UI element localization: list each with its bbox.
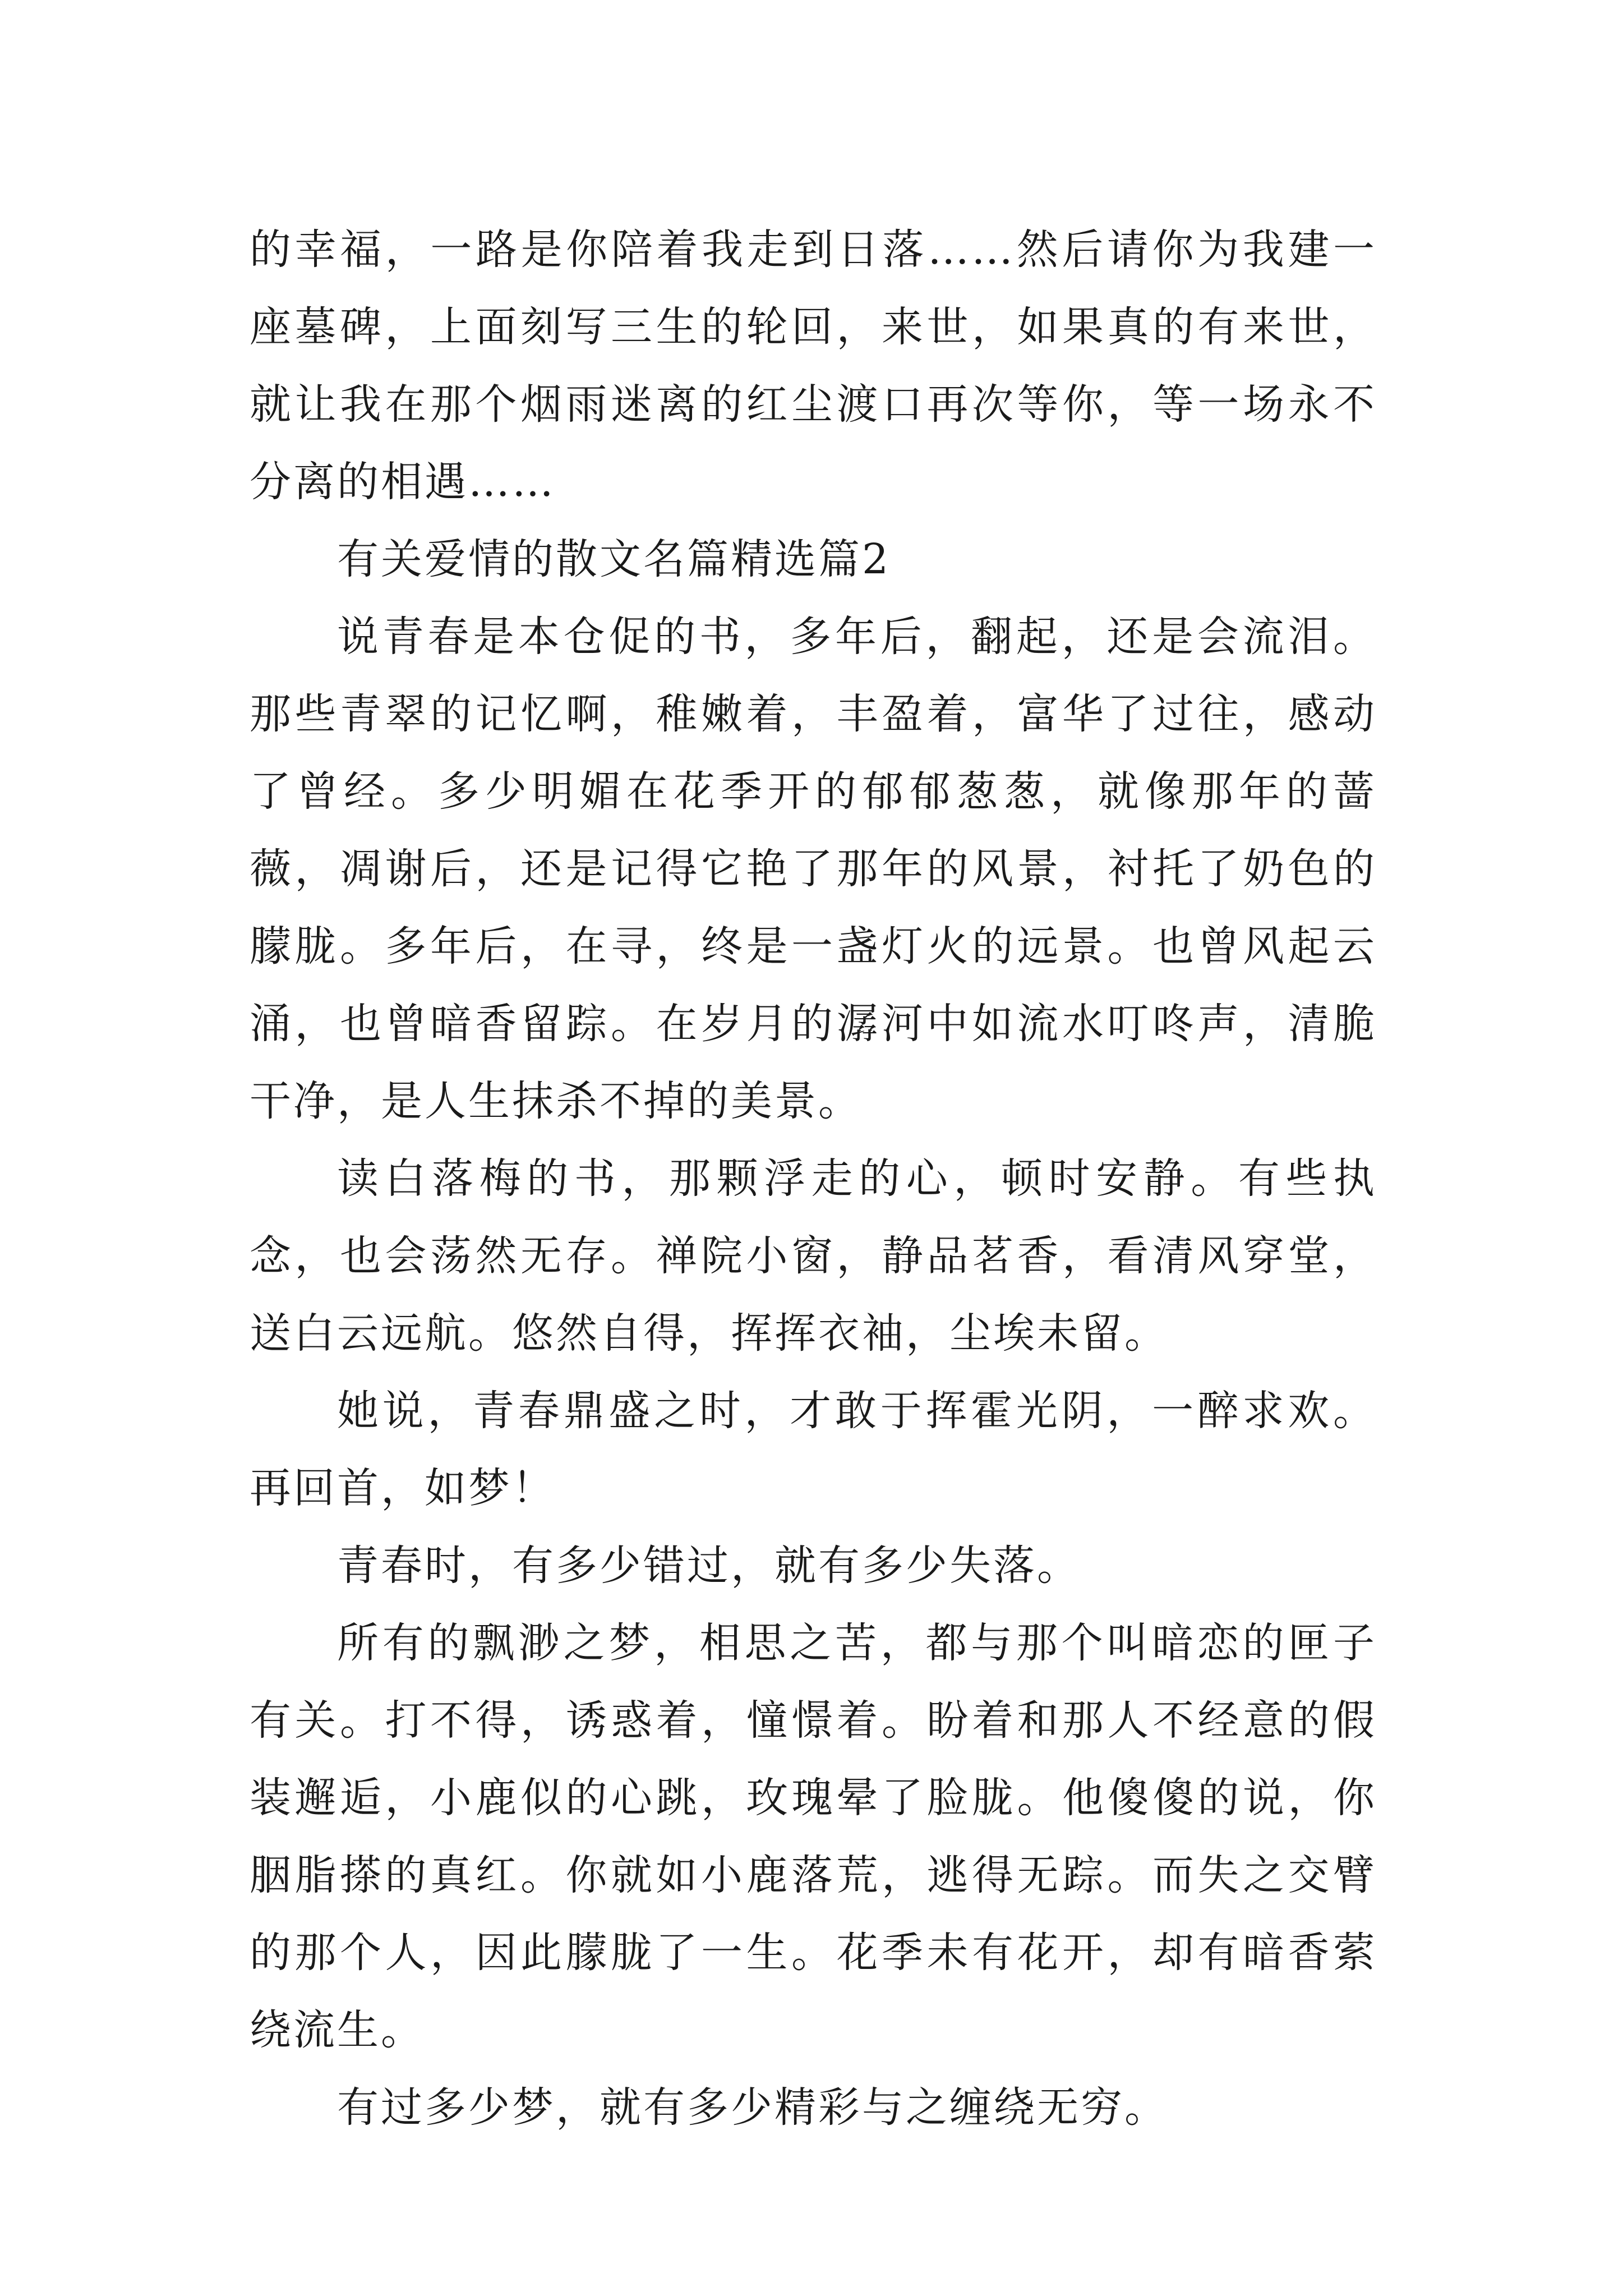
- paragraph: 读白落梅的书，那颗浮走的心，顿时安静。有些执念，也会荡然无存。禅院小窗，静品茗香，看清风穿堂，送白云远航。悠然自得，挥挥衣袖，尘埃未留。: [250, 1154, 1377, 1358]
- paragraph: 青春时，有多少错过，就有多少失落。: [337, 1542, 1081, 1590]
- section-heading: 有关爱情的散文名篇精选篇2: [337, 535, 891, 583]
- paragraph-continuation: 的幸福，一路是你陪着我走到日落……然后请你为我建一座墓碑，上面刻写三生的轮回，来世，如果真的有来世，就让我在那个烟雨迷离的红尘渡口再次等你，等一场永不分离的相遇……: [250, 226, 1377, 506]
- paragraph: 她说，青春鼎盛之时，才敢于挥霍光阴，一醉求欢。再回首，如梦！: [250, 1387, 1377, 1512]
- document-body: [250, 211, 1377, 2146]
- paragraph: 所有的飘渺之梦，相思之苦，都与那个叫暗恋的匣子有关。打不得，诱惑着，憧憬着。盼着和那人不经意的假装邂逅，小鹿似的心跳，玫瑰晕了脸胧。他傻傻的说，你胭脂搽的真红。你就如小鹿落荒，逃得无踪。而失之交臂的那个人，因此朦胧了一生。花季未有花开，却有暗香萦绕流生。: [250, 1619, 1377, 2054]
- paragraph: 说青春是本仓促的书，多年后，翻起，还是会流泪。那些青翠的记忆啊，稚嫩着，丰盈着，富华了过往，感动了曾经。多少明媚在花季开的郁郁葱葱，就像那年的蔷薇，凋谢后，还是记得它艳了那年的风景，衬托了奶色的朦胧。多年后，在寻，终是一盏灯火的远景。也曾风起云涌，也曾暗香留踪。在岁月的潺河中如流水叮咚声，清脆干净，是人生抹杀不掉的美景。: [250, 613, 1377, 1125]
- paragraph: 有过多少梦，就有多少精彩与之缠绕无穷。: [337, 2083, 1168, 2132]
